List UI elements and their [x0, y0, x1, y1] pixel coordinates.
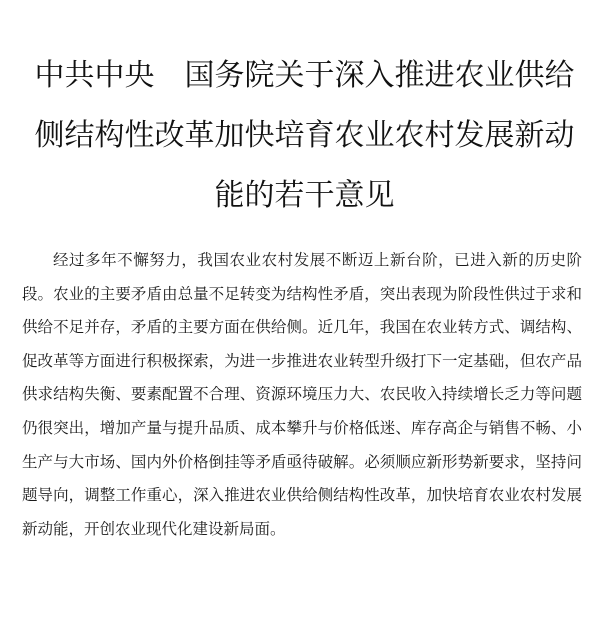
body-paragraph: 经过多年不懈努力，我国农业农村发展不断迈上新台阶，已进入新的历史阶段。农业的主要矛盾由总量不足转变为结构性矛盾，突出表现为阶段性供过于求和供给不足并存，矛盾的主要方面在供给侧。近几年，我国在农业转方式、调结构、促改革等方面进行积极探索，为进一步推进农业转型升级打下一定基础，但农产品供求结构失衡、要素配置不合理、资源环境压力大、农民收入持续增长乏力等问题仍很突出，增加产量与提升品质、成本攀升与价格低迷、库存高企与销售不畅、小生产与大市场、国内外价格倒挂等矛盾亟待破解。必须顺应新形势新要求，坚持问题导向，调整工作重心，深入推进农业供给侧结构性改革，加快培育农业农村发展新动能，开创农业现代化建设新局面。 [22, 251, 582, 538]
document-title: 中共中央 国务院关于深入推进农业供给侧结构性改革加快培育农业农村发展新动能的若干意见 [34, 58, 575, 213]
